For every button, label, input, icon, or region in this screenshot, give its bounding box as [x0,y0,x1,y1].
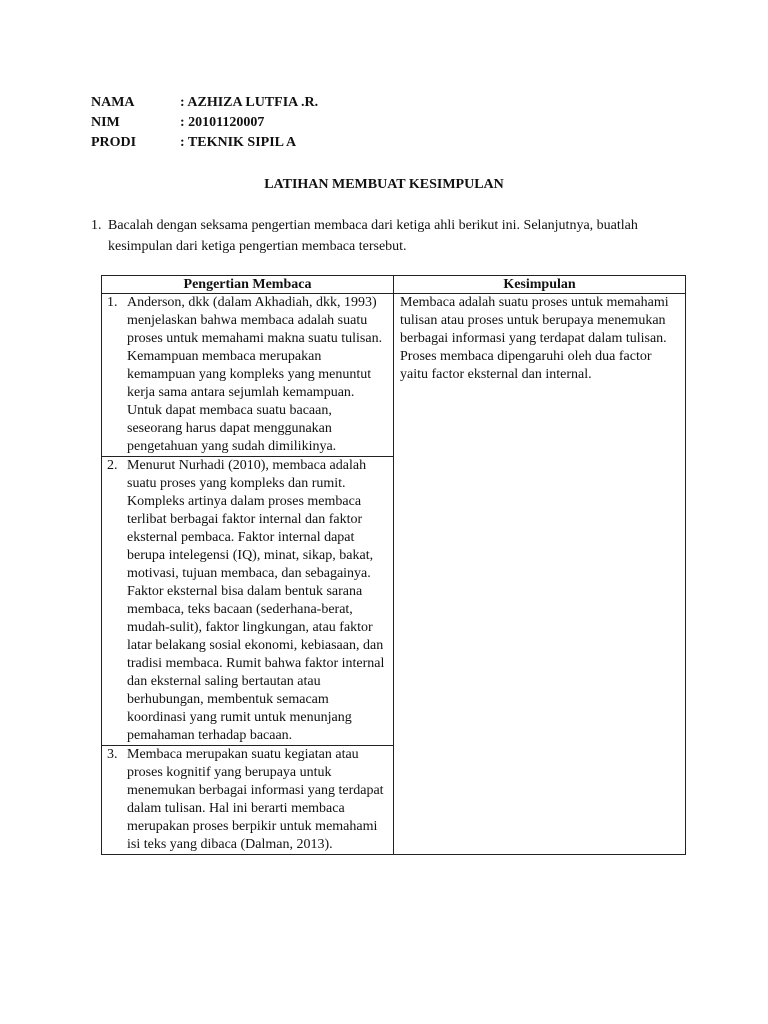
identity-row-prodi [91,133,318,153]
definition-text: Menurut Nurhadi (2010), membaca adalah suatu proses yang kompleks dan rumit. Kompleks artinya dalam proses membaca terlibat berbagai faktor internal dan faktor eksternal pembaca. Faktor internal dapat berupa intelegensi (IQ), minat, sikap, bakat, motivasi, tujuan membaca, dan sebagainya. Faktor eksternal bisa dalam bentuk sarana membaca, teks bacaan (sederhana-berat, mudah-sulit), faktor lingkungan, atau faktor latar belakang sosial ekonomi, kebiasaan, dan tradisi membaca. Rumit bahwa faktor internal dan eksternal saling bertautan atau berhubungan, membentuk semacam koordinasi yang rumit untuk menunjang pemahaman terhadap bacaan. [127,458,385,743]
definition-item [107,294,389,456]
definition-number: 2. [107,458,118,473]
student-identity [91,93,318,153]
definition-cell [102,746,394,855]
identity-value: : AZHIZA LUTFIA .R. [180,95,319,110]
conclusion-text: Membaca adalah suatu proses untuk memahami tulisan atau proses untuk berupaya menemukan berbagai informasi yang terdapat dalam tulisan. Proses membaca dipengaruhi oleh dua factor yaitu factor eksternal dan internal. [400,295,669,382]
identity-value: : 20101120007 [180,115,265,130]
question [91,215,691,257]
identity-label: NAMA [91,95,135,110]
table-row [102,294,686,457]
question-number: 1. [91,218,102,233]
definition-cell [102,457,394,746]
definition-cell [102,294,394,457]
header-definitions: Pengertian Membaca [102,276,394,294]
definition-item [107,746,389,854]
definition-number: 3. [107,747,118,762]
identity-row-name [91,93,318,113]
question-text: Bacalah dengan seksama pengertian membaca dari ketiga ahli berikut ini. Selanjutnya, buatlah kesimpulan dari ketiga pengertian membaca tersebut. [108,218,638,254]
identity-value: : TEKNIK SIPIL A [180,135,297,150]
identity-label: NIM [91,115,120,130]
header-conclusion: Kesimpulan [394,276,686,294]
answer-table [101,275,686,855]
conclusion-cell [394,294,686,855]
definition-number: 1. [107,295,118,310]
identity-row-nim [91,113,318,133]
definition-text: Membaca merupakan suatu kegiatan atau proses kognitif yang berupaya untuk menemukan berbagai informasi yang terdapat dalam tulisan. Hal ini berarti membaca merupakan proses berpikir untuk memahami isi teks yang dibaca (Dalman, 2013). [127,747,384,852]
document-title: LATIHAN MEMBUAT KESIMPULAN [264,177,504,192]
identity-label: PRODI [91,135,137,150]
table-header-row [102,276,686,294]
definition-text: Anderson, dkk (dalam Akhadiah, dkk, 1993) menjelaskan bahwa membaca adalah suatu proses untuk memahami makna suatu tulisan. Kemampuan membaca merupakan kemampuan yang kompleks yang menuntut kerja sama antara sejumlah kemampuan. Untuk dapat membaca suatu bacaan, seseorang harus dapat menggunakan pengetahuan yang sudah dimilikinya. [127,295,383,454]
definition-item [107,457,389,745]
